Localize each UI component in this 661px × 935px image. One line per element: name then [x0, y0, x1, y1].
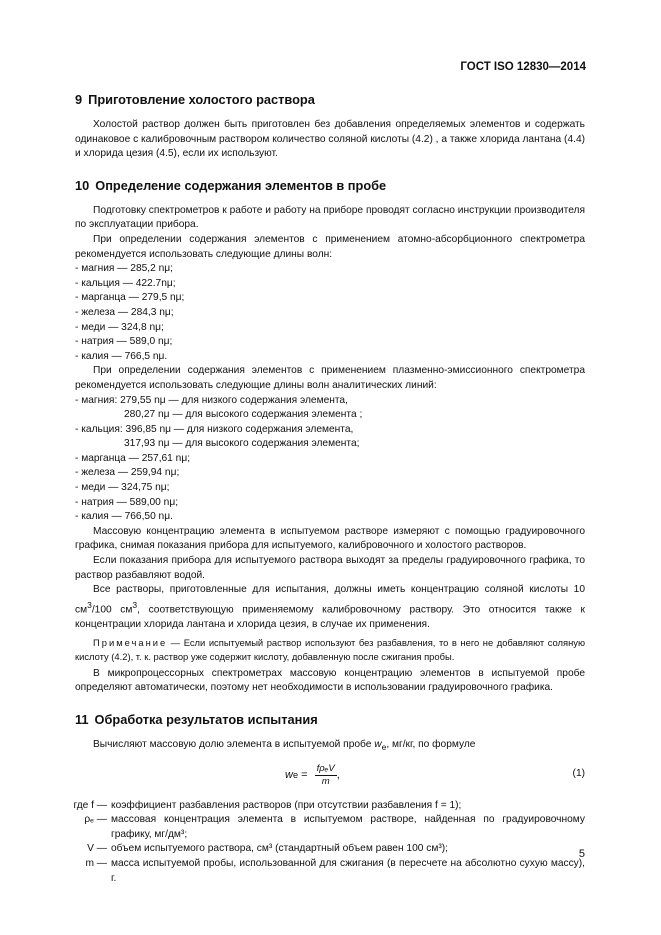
definition-row — [53, 842, 585, 857]
fraction-numerator: fρₑV — [316, 762, 335, 774]
aas-wavelength-list — [75, 262, 585, 364]
list-item: - железа — 259,94 nμ; — [75, 467, 180, 479]
list-item: - марганца — 279,5 nμ; — [75, 292, 185, 304]
section-number: 10 — [75, 177, 90, 193]
section-number: 9 — [75, 92, 83, 107]
section-title: Обработка результатов испытания — [94, 711, 318, 727]
definition-symbol: m — — [85, 857, 107, 869]
section-title: Приготовление холостого раствора — [88, 92, 315, 107]
paragraph: Все растворы, приготовленные для испытания, должны иметь концентрацию соляной кислоты 10 $см^3/100$ $см^3$, соответствующую применяемому калибровочному раствору. Это относится также к концентрации хлорида лантана и хлорида цезия, в случае их применения. — [75, 584, 585, 630]
definition-text: массовая концентрация элемента в испытуемом растворе, найденная по градуировочному графику, мг/дм³; — [111, 814, 585, 840]
definition-symbol: V — — [87, 843, 107, 855]
list-item: - меди — 324,8 nμ; — [75, 321, 164, 333]
paragraph: Массовую концентрацию элемента в испытуемом растворе измеряют с помощью градуировочного графика, снимая показания прибора для испытуемого, калибровочного и холостого растворов. — [75, 525, 585, 552]
definition-symbol: ρₑ — — [84, 814, 107, 826]
list-item: - меди — 324,75 nμ; — [75, 482, 170, 494]
list-item: - магния — 285,2 nμ; — [75, 263, 173, 275]
paragraph: Если показания прибора для испытуемого раствора выходят за пределы градуировочного графика, то раствор разбавляют водой. — [75, 555, 585, 581]
list-item: - калия — 766,5 nμ. — [75, 350, 168, 362]
definition-text: масса испытуемой пробы, использованной для сжигания (в пересчете на абсолютно сухую массу), г. — [111, 857, 585, 884]
section-title: Определение содержания элементов в пробе — [95, 177, 387, 193]
list-item: - магния: 279,55 nμ — для низкого содержания элемента, — [75, 394, 348, 406]
definition-symbol: где f — — [73, 799, 107, 811]
equation-number: (1) — [572, 767, 585, 779]
list-item: 280,27 nμ — для высокого содержания элемента ; — [124, 409, 363, 421]
list-item: - натрия — 589,00 nμ; — [75, 496, 179, 508]
list-item: - железа — 284,3 nμ; — [75, 306, 174, 318]
note — [75, 636, 585, 662]
formula-1 — [75, 761, 585, 795]
fraction-denominator: m — [321, 775, 330, 787]
paragraph: При определении содержания элементов с применением атомно-абсорбционного спектрометра рекомендуется использовать следующие длины волн: — [75, 233, 585, 260]
list-item: - натрия — 589,0 nμ; — [75, 336, 173, 348]
paragraph: Холостой раствор должен быть приготовлен без добавления определяемых элементов и содержать одинаковое с калибровочным раствором количество соляной кислоты (4.2) , а также хлорида лантана (4.4) и хлорида цезия (4.5), если их используют. — [75, 119, 585, 160]
fraction — [315, 763, 337, 788]
definition-row — [53, 813, 585, 842]
list-item: - калия — 766,50 nμ. — [75, 511, 173, 523]
definition-row — [53, 857, 585, 886]
section-10-heading — [75, 178, 585, 194]
paragraph: Вычисляют массовую долю элемента в испытуемой пробе $w_e$, мг/кг, по формуле — [93, 738, 476, 753]
definition-text: объем испытуемого раствора, см³ (стандартный объем равен 100 см³); — [111, 843, 448, 855]
note-label: Примечание — [93, 637, 168, 649]
paragraph: В микропроцессорных спектрометрах массовую концентрацию элементов в испытуемой пробе определяют автоматически, поэтому нет необходимости в использовании градуировочного графика. — [75, 667, 585, 694]
page-number: 5 — [578, 848, 585, 860]
note-text: — Если испытуемый раствор используют без разбавления, то в него не добавляют соляную кислоту (4.2), т. к. раствор уже содержит кислоту, добавленную после сжигания пробы. — [75, 637, 585, 662]
icp-wavelength-list — [75, 394, 585, 525]
definition-row — [53, 799, 585, 814]
paragraph: Подготовку спектрометров к работе и работу на приборе проводят согласно инструкции производителя по эксплуатации прибора. — [75, 204, 585, 231]
list-item: - кальция — 422.7nμ; — [75, 277, 176, 289]
paragraph: При определении содержания элементов с применением плазменно-эмиссионного спектрометра рекомендуется использовать следующие длины волн аналитических линий: — [75, 365, 585, 391]
standard-header: ГОСТ ISO 12830—2014 — [460, 61, 586, 73]
definition-text: коэффициент разбавления растворов (при отсутствии разбавления f = 1); — [111, 799, 462, 811]
section-9-heading — [75, 92, 585, 108]
list-item: - марганца — 257,61 nμ; — [75, 452, 191, 464]
list-item: - кальция: 396,85 nμ — для низкого содержания элемента, — [75, 423, 354, 435]
formula-expression: w e = $\frac{\text{fρₑV}}{m}$ , — [285, 762, 340, 787]
variable-definitions — [53, 799, 585, 887]
section-number: 11 — [75, 711, 89, 727]
document-body — [75, 92, 585, 886]
list-item: 317,93 nμ — для высокого содержания элемента; — [124, 438, 360, 450]
section-11-heading — [75, 712, 585, 728]
